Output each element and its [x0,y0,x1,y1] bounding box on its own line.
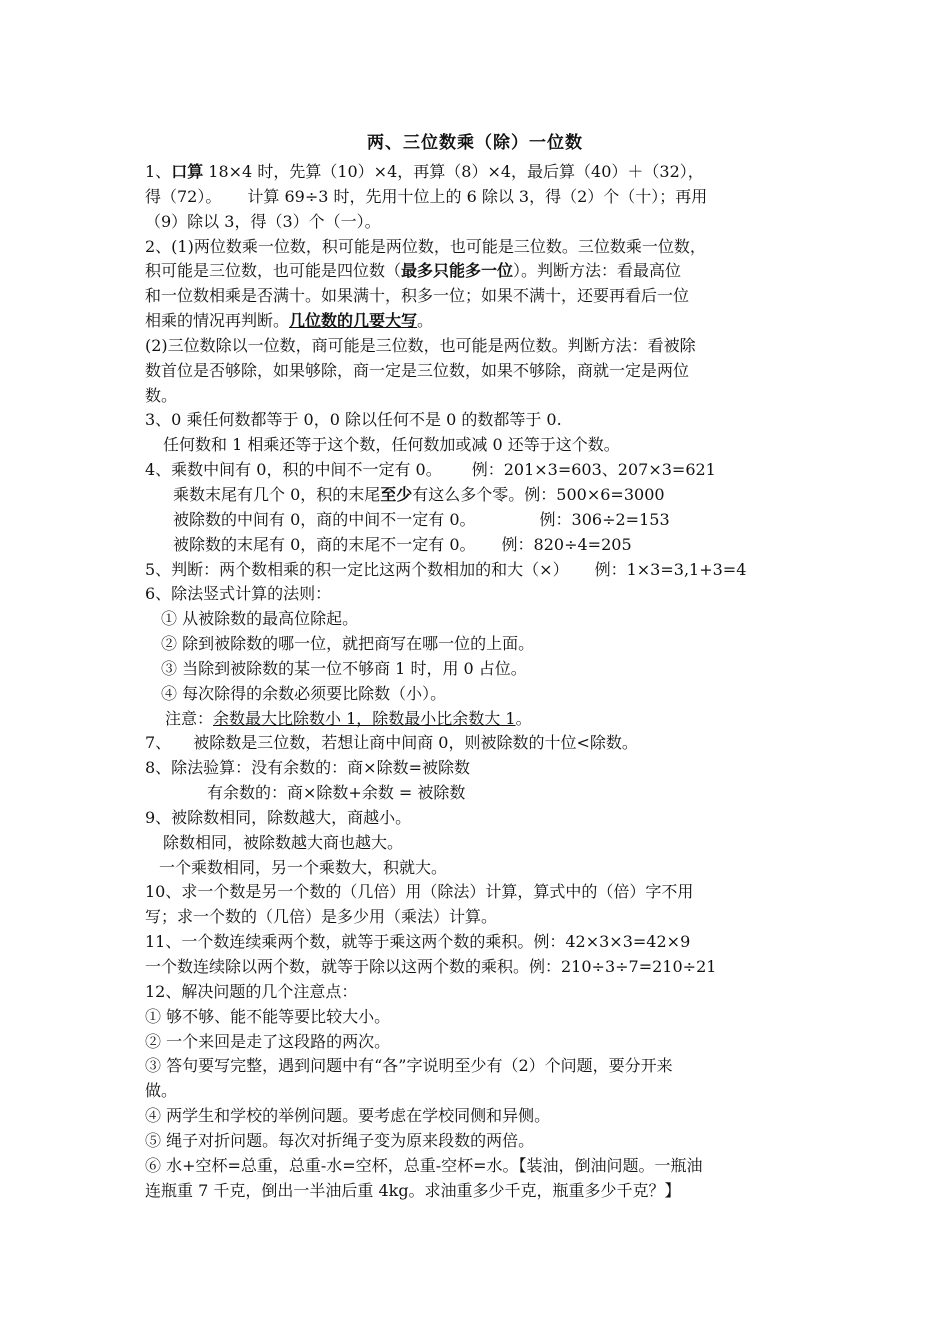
item-4-line-2 [145,483,813,508]
item-10-line-1: 10、求一个数是另一个数的（几倍）用（除法）计算，算式中的（倍）字不用 [145,882,694,902]
item-6-line-1: 6、除法竖式计算的法则： [145,584,332,604]
text: 相乘的情况再判断。 [145,311,290,331]
item-9-line-3: 一个乘数相同，另一个乘数大，积就大。 [159,857,448,877]
item-12-line-5: 做。 [145,1081,178,1101]
item-12-line-9: 连瓶重 7 千克，倒出一半油后重 4kg。求油重多少千克，瓶重多少千克？】 [145,1180,681,1200]
text: 有这么多个零。例：500×6=3000 [412,484,665,504]
text: 得（72）。 [145,186,222,206]
item-10-line-2: 写；求一个数的（几倍）是多少用（乘法）计算。 [145,907,498,927]
item-11-line-1: 11、一个数连续乘两个数，就等于乘这两个数的乘积。例：42×3×3=42×9 [145,932,691,952]
item-12-line-3: ② 一个来回是走了这段路的两次。 [145,1031,391,1051]
text: 7、 [145,733,172,753]
item-2-line-3: 和一位数相乘是否满十。如果满十，积多一位；如果不满十，还要再看后一位 [145,286,690,306]
bold-text: 至少 [380,484,413,504]
item-6-line-4: ③ 当除到被除数的某一位不够商 1 时，用 0 占位。 [161,658,527,678]
item-11-line-2: 一个数连续除以两个数，就等于除以这两个数的乘积。例：210÷3÷7=210÷21 [145,957,717,976]
item-1-line-3: （9）除以 3，得（3）个（一）。 [145,211,381,231]
item-7-line-1 [145,731,813,756]
item-2-line-1: 2、(1)两位数乘一位数，积可能是两位数，也可能是三位数。三位数乘一位数， [145,236,706,256]
item-3-line-1: 3、0 乘任何数都等于 0，0 除以任何不是 0 的数都等于 0. [145,410,562,430]
example: 例：1×3=3,1+3=4 [594,559,747,579]
item-1-line-1 [145,160,813,185]
example: 例：306÷2=153 [539,509,670,529]
text: 被除数的末尾有 0，商的末尾不一定有 0。 [173,534,476,554]
item-3-line-2: 任何数和 1 相乘还等于这个数，任何数加或减 0 还等于这个数。 [163,435,620,455]
item-8-line-1: 8、除法验算：没有余数的：商×除数=被除数 [145,758,470,778]
item-12-line-2: ① 够不够、能不能等要比较大小。 [145,1006,391,1026]
text: 。 [417,311,434,331]
document-body [145,160,813,1203]
item-6-line-5: ④ 每次除得的余数必须要比除数（小）。 [161,683,447,703]
item-2-line-4 [145,309,813,334]
item-9-line-2: 除数相同，被除数越大商也越大。 [163,832,404,852]
item-12-line-8: ⑥ 水+空杯=总重，总重-水=空杯，总重-空杯=水。【装油，倒油问题。一瓶油 [145,1155,703,1175]
text: ）。判断方法：看最高位 [513,261,682,281]
item-2-line-6: 数首位是否够除，如果够除，商一定是三位数，如果不够除，商就一定是两位 [145,360,690,380]
bold-text: 口算 [171,162,204,181]
item-1-line-2 [145,185,813,210]
item-6-line-6 [145,707,813,732]
bold-text: 最多只能多一位 [401,261,514,281]
text: 被除数的中间有 0，商的中间不一定有 0。 [173,509,476,529]
item-2-line-7: 数。 [145,385,178,405]
underlined-text: 余数最大比除数小 1，除数最小比余数大 1 [213,708,516,728]
item-9-line-1: 9、被除数相同，除数越大，商越小。 [145,807,412,827]
bold-underlined-text: 几位数的几要大写 [289,311,418,331]
example: 例：201×3=603、207×3=621 [471,460,716,480]
item-6-line-2: ① 从被除数的最高位除起。 [161,609,359,629]
text: 1、 [145,162,172,181]
item-4-line-4 [145,533,813,558]
text: 乘数末尾有几个 0，积的末尾 [173,484,381,504]
item-12-line-6: ④ 两学生和学校的举例问题。要考虑在学校同侧和异侧。 [145,1106,551,1126]
item-8-line-2: 有余数的：商×除数+余数 = 被除数 [207,783,466,803]
item-2-line-5: (2)三位数除以一位数，商可能是三位数，也可能是两位数。判断方法：看被除 [145,335,696,355]
item-6-line-3: ② 除到被除数的哪一位，就把商写在哪一位的上面。 [161,634,535,654]
item-12-line-4: ③ 答句要写完整，遇到问题中有“各”字说明至少有（2）个问题，要分开来 [145,1056,673,1076]
page-title: 两、三位数乘（除）一位数 [367,133,583,153]
text: 5、判断：两个数相乘的积一定比这两个数相加的和大（×） [145,559,569,579]
text: 。 [515,708,532,728]
item-5-line-1 [145,558,813,583]
item-4-line-1 [145,458,813,483]
item-4-line-3 [145,508,813,533]
text: 计算 69÷3 时，先用十位上的 6 除以 3，得（2）个（十）；再用 [247,186,708,206]
text: 积可能是三位数，也可能是四位数（ [145,261,402,281]
item-12-line-1: 12、解决问题的几个注意点： [145,981,358,1001]
text: 18×4 时，先算（10）×4，再算（8）×4，最后算（40）＋（32）， [203,162,704,181]
example: 例：820÷4=205 [501,534,632,554]
text: 被除数是三位数，若想让商中间商 0，则被除数的十位<除数。 [193,733,638,753]
item-12-line-7: ⑤ 绳子对折问题。每次对折绳子变为原来段数的两倍。 [145,1130,535,1150]
text: 4、乘数中间有 0，积的中间不一定有 0。 [145,460,442,480]
item-2-line-2 [145,259,813,284]
text: 注意： [165,708,214,728]
